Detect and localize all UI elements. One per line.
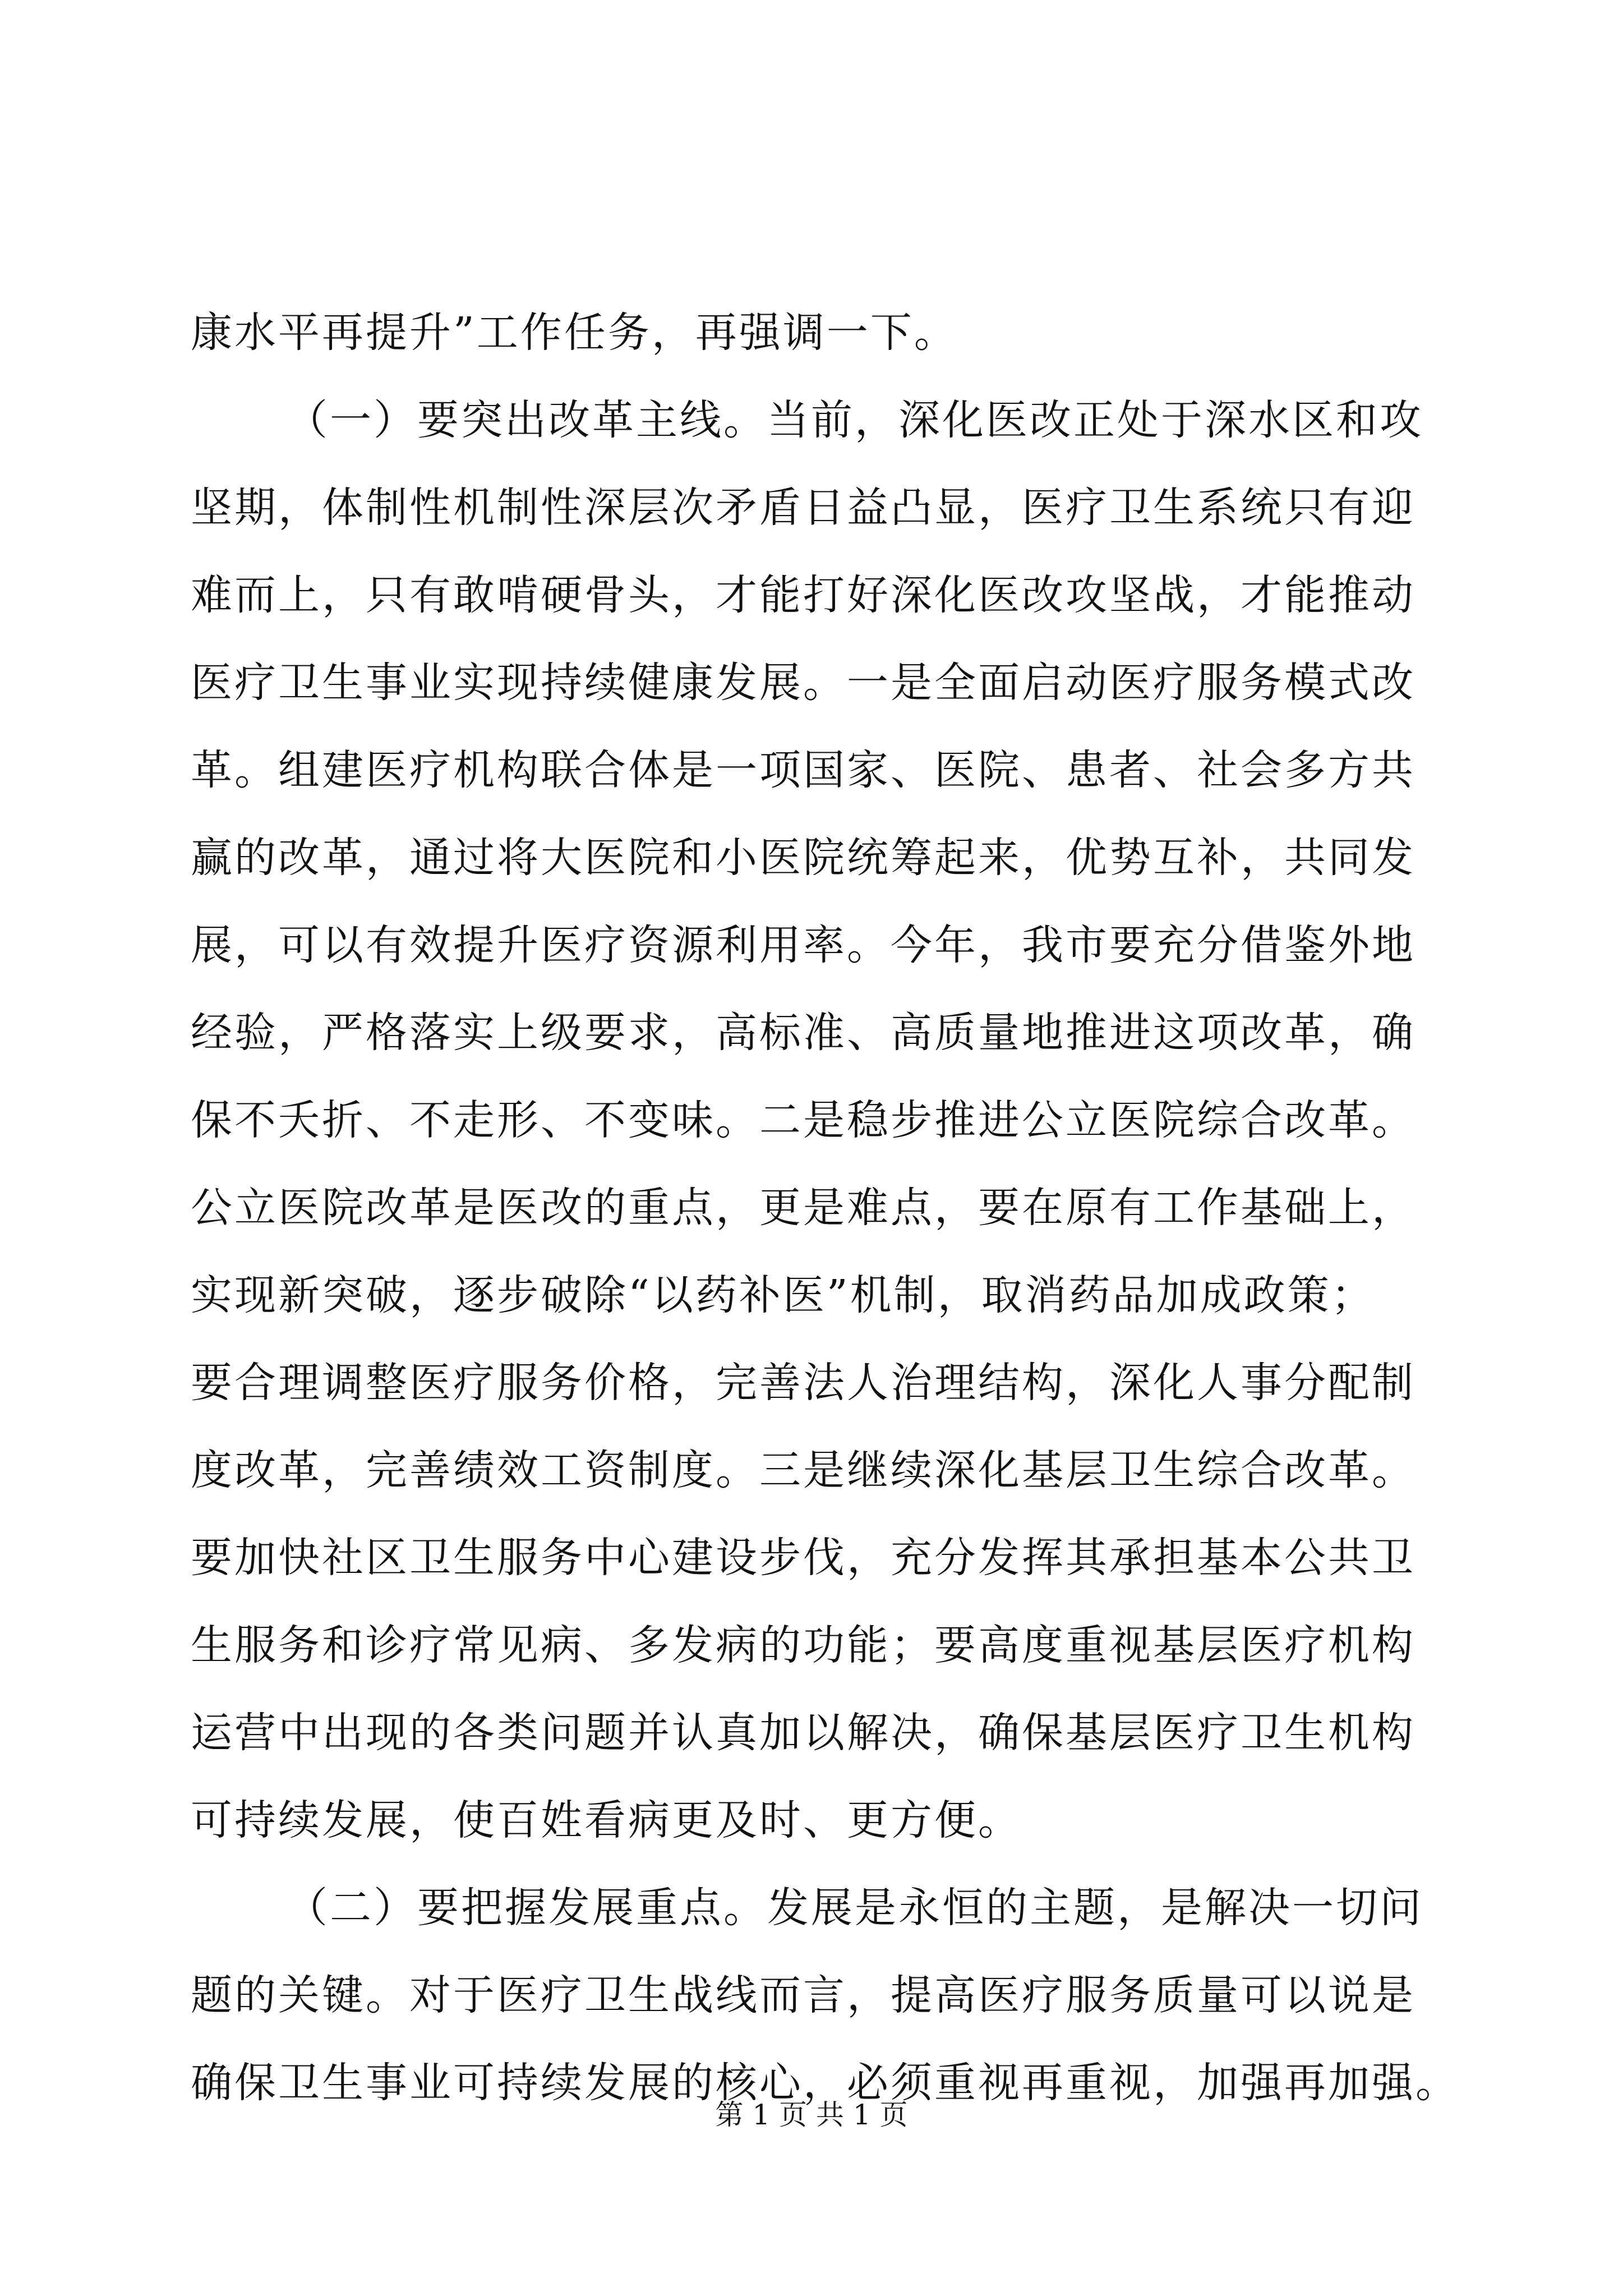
text-line: 可持续发展，使百姓看病更及时、更方便。 [191, 1796, 1022, 1844]
text-line: 要合理调整医疗服务价格，完善法人治理结构，深化人事分配制 [191, 1359, 1415, 1407]
text-line: 公立医院改革是医改的重点，更是难点，要在原有工作基础上， [191, 1184, 1415, 1232]
text-line: 度改革，完善绩效工资制度。三是继续深化基层卫生综合改革。 [191, 1446, 1415, 1494]
text-line: 实现新突破，逐步破除“以药补医”机制，取消药品加成政策； [191, 1271, 1375, 1319]
text-line: 康水平再提升”工作任务，再强调一下。 [191, 309, 958, 357]
text-line: 题的关键。对于医疗卫生战线而言，提高医疗服务质量可以说是 [191, 1971, 1415, 2019]
text-line: 要加快社区卫生服务中心建设步伐，充分发挥其承担基本公共卫 [191, 1534, 1415, 1582]
text-line: 运营中出现的各类问题并认真加以解决，确保基层医疗卫生机构 [191, 1709, 1415, 1757]
text-line: 生服务和诊疗常见病、多发病的功能；要高度重视基层医疗机构 [191, 1621, 1415, 1669]
text-line: 展，可以有效提升医疗资源利用率。今年，我市要充分借鉴外地 [191, 921, 1415, 969]
text-line: 经验，严格落实上级要求，高标准、高质量地推进这项改革，确 [191, 1009, 1415, 1057]
text-line: 坚期，体制性机制性深层次矛盾日益凸显，医疗卫生系统只有迎 [191, 484, 1415, 532]
body-text [191, 289, 1459, 2127]
text-line: 保不夭折、不走形、不变味。二是稳步推进公立医院综合改革。 [191, 1096, 1415, 1144]
page-number-footer: 第 1 页 共 1 页 [715, 2099, 908, 2131]
text-line: 赢的改革，通过将大医院和小医院统筹起来，优势互补，共同发 [191, 834, 1415, 882]
text-line: 革。组建医疗机构联合体是一项国家、医院、患者、社会多方共 [191, 746, 1415, 794]
text-line: 医疗卫生事业实现持续健康发展。一是全面启动医疗服务模式改 [191, 659, 1415, 707]
text-line: 难而上，只有敢啃硬骨头，才能打好深化医改攻坚战，才能推动 [191, 571, 1415, 619]
paragraph-two-start: （二）要把握发展重点。发展是永恒的主题，是解决一切问 [286, 1884, 1423, 1932]
paragraph-one-start: （一）要突出改革主线。当前，深化医改正处于深水区和攻 [286, 396, 1423, 444]
text-line: 确保卫生事业可持续发展的核心，必须重视再重视，加强再加强。 [191, 2059, 1459, 2107]
